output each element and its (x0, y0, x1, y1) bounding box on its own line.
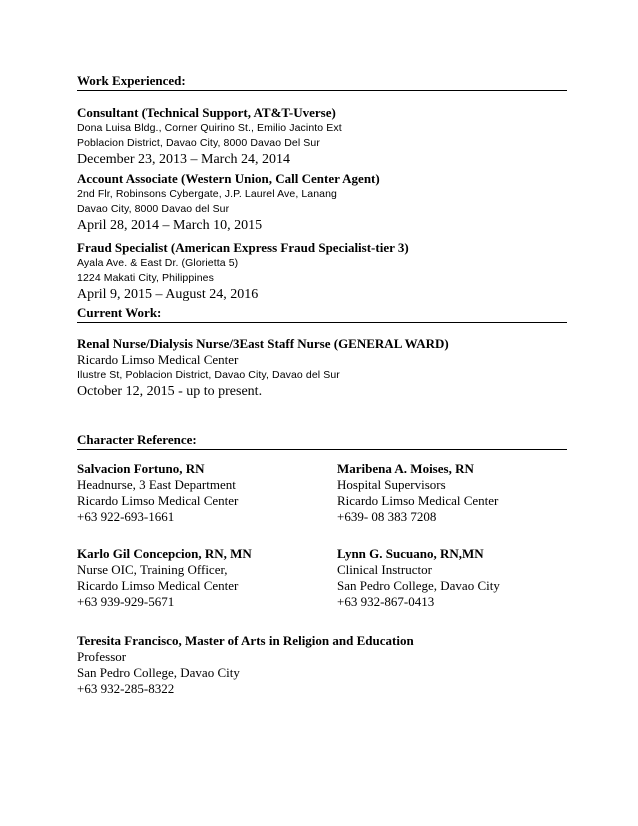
reference-line: Clinical Instructor (337, 562, 432, 577)
current-address: Ilustre St, Poblacion District, Davao City, Davao del Sur (77, 369, 340, 381)
job-title: Account Associate (Western Union, Call Center Agent) (77, 171, 380, 186)
job-address-line: 1224 Makati City, Philippines (77, 272, 214, 284)
reference-name: Teresita Francisco, Master of Arts in Religion and Education (77, 633, 414, 648)
job-address-line: Davao City, 8000 Davao del Sur (77, 203, 230, 215)
reference-name: Karlo Gil Concepcion, RN, MN (77, 546, 252, 561)
reference-line: Ricardo Limso Medical Center (337, 493, 499, 508)
job-entry (77, 240, 567, 303)
current-employer: Ricardo Limso Medical Center (77, 352, 239, 367)
job-address-line: Dona Luisa Bldg., Corner Quirino St., Emilio Jacinto Ext (77, 122, 342, 134)
reference-phone: +63 922-693-1661 (77, 509, 175, 524)
current-job-title: Renal Nurse/Dialysis Nurse/3East Staff Nurse (GENERAL WARD) (77, 336, 449, 351)
reference-line: San Pedro College, Davao City (77, 665, 240, 680)
reference-line: Hospital Supervisors (337, 477, 446, 492)
job-dates: April 28, 2014 – March 10, 2015 (77, 218, 263, 233)
reference-line: San Pedro College, Davao City (337, 578, 500, 593)
reference-line: Ricardo Limso Medical Center (77, 493, 239, 508)
job-title: Consultant (Technical Support, AT&T-Uverse) (77, 105, 336, 120)
reference-phone: +63 939-929-5671 (77, 594, 175, 609)
current-job-entry (77, 336, 567, 400)
current-work-heading: Current Work: (77, 305, 567, 323)
reference-line: Headnurse, 3 East Department (77, 477, 236, 492)
work-experience-heading: Work Experienced: (77, 73, 567, 91)
reference-card (337, 461, 498, 525)
job-address-line: Ayala Ave. & East Dr. (Glorietta 5) (77, 257, 239, 269)
job-address-line: 2nd Flr, Robinsons Cybergate, J.P. Laurel Ave, Lanang (77, 188, 337, 200)
reference-phone: +639- 08 383 7208 (337, 509, 437, 524)
job-dates: December 23, 2013 – March 24, 2014 (77, 152, 291, 167)
reference-line: Professor (77, 649, 127, 664)
reference-name: Lynn G. Sucuano, RN,MN (337, 546, 484, 561)
reference-phone: +63 932-285-8322 (77, 681, 175, 696)
job-title: Fraud Specialist (American Express Fraud Specialist-tier 3) (77, 240, 409, 255)
reference-card (337, 546, 500, 610)
job-entry (77, 171, 567, 234)
job-address-line: Poblacion District, Davao City, 8000 Davao Del Sur (77, 137, 320, 149)
reference-card (77, 546, 252, 610)
current-dates: October 12, 2015 - up to present. (77, 384, 263, 399)
reference-name: Salvacion Fortuno, RN (77, 461, 205, 476)
job-entry (77, 105, 567, 168)
reference-card (77, 461, 238, 525)
reference-line: Nurse OIC, Training Officer, (77, 562, 228, 577)
reference-name: Maribena A. Moises, RN (337, 461, 474, 476)
character-reference-heading: Character Reference: (77, 432, 567, 450)
reference-phone: +63 932-867-0413 (337, 594, 435, 609)
reference-card (77, 633, 414, 697)
reference-line: Ricardo Limso Medical Center (77, 578, 239, 593)
job-dates: April 9, 2015 – August 24, 2016 (77, 287, 259, 302)
